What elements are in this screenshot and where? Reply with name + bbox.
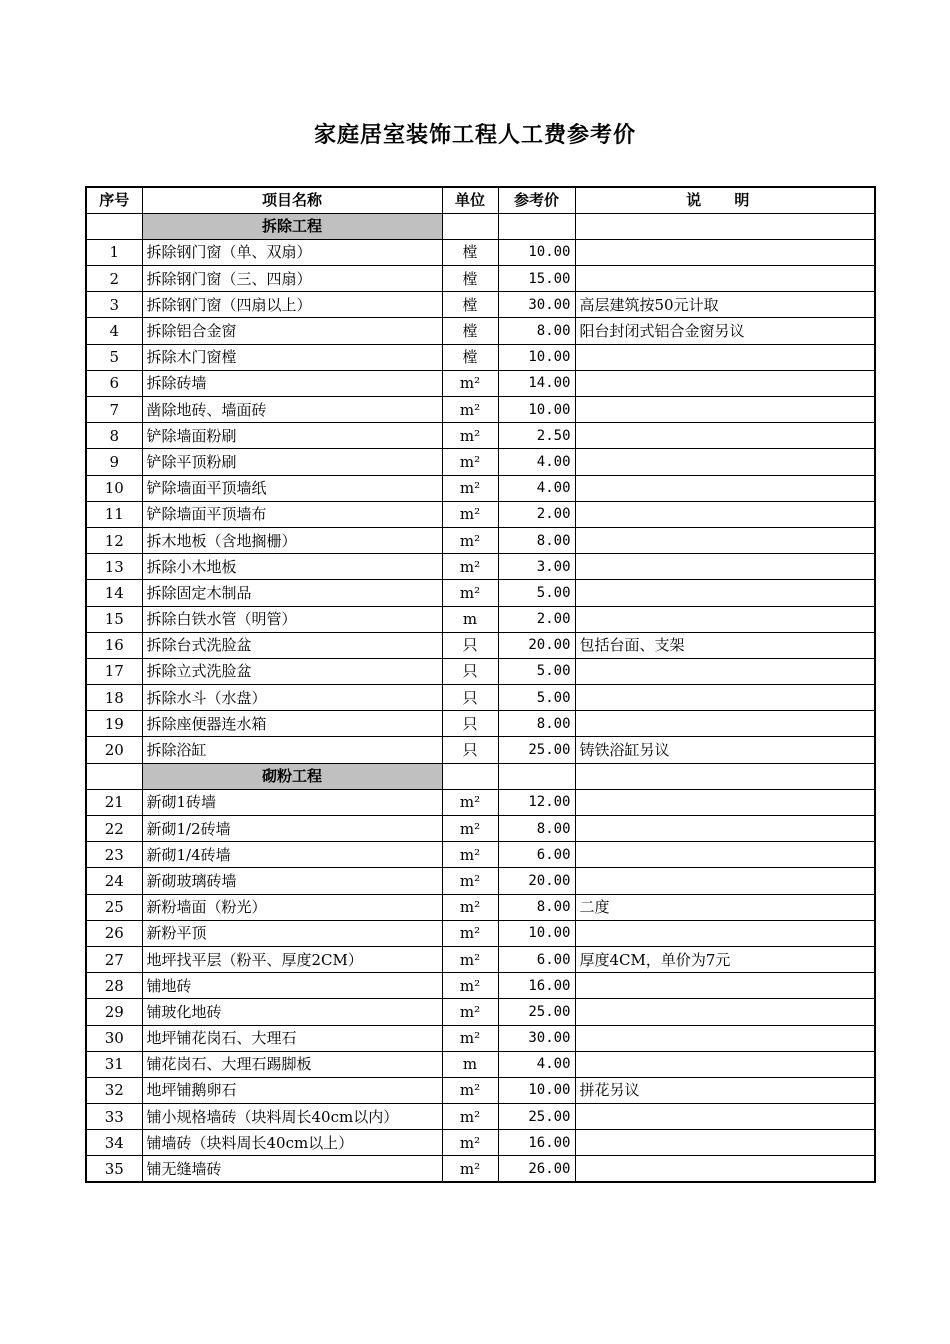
item-name: 拆除钢门窗（三、四扇） bbox=[142, 266, 442, 292]
table-row bbox=[86, 711, 875, 737]
item-price: 6.00 bbox=[498, 946, 575, 972]
item-note bbox=[575, 370, 875, 396]
table-row bbox=[86, 318, 875, 344]
item-price: 30.00 bbox=[498, 1025, 575, 1051]
row-number: 3 bbox=[86, 292, 142, 318]
item-name: 铲除墙面平顶墙纸 bbox=[142, 475, 442, 501]
item-unit: 樘 bbox=[442, 266, 498, 292]
item-unit: 只 bbox=[442, 685, 498, 711]
item-name: 新砌1/4砖墙 bbox=[142, 842, 442, 868]
row-number: 33 bbox=[86, 1104, 142, 1130]
item-note bbox=[575, 475, 875, 501]
item-unit: 只 bbox=[442, 711, 498, 737]
item-unit: m² bbox=[442, 789, 498, 815]
row-number: 30 bbox=[86, 1025, 142, 1051]
table-row bbox=[86, 1025, 875, 1051]
item-unit: m² bbox=[442, 449, 498, 475]
section-note-cell bbox=[575, 213, 875, 239]
row-number: 28 bbox=[86, 973, 142, 999]
table-row bbox=[86, 1051, 875, 1077]
row-number: 13 bbox=[86, 554, 142, 580]
item-name: 新粉墙面（粉光） bbox=[142, 894, 442, 920]
item-note bbox=[575, 1051, 875, 1077]
table-row bbox=[86, 475, 875, 501]
item-note bbox=[575, 842, 875, 868]
row-number: 11 bbox=[86, 501, 142, 527]
item-note bbox=[575, 554, 875, 580]
item-price: 26.00 bbox=[498, 1156, 575, 1182]
item-unit: m bbox=[442, 606, 498, 632]
item-name: 铲除平顶粉刷 bbox=[142, 449, 442, 475]
item-name: 拆除水斗（水盘） bbox=[142, 685, 442, 711]
table-row bbox=[86, 292, 875, 318]
item-price: 15.00 bbox=[498, 266, 575, 292]
item-price: 5.00 bbox=[498, 658, 575, 684]
item-name: 拆除立式洗脸盆 bbox=[142, 658, 442, 684]
row-number: 7 bbox=[86, 397, 142, 423]
item-price: 2.00 bbox=[498, 501, 575, 527]
table-row bbox=[86, 789, 875, 815]
table-row bbox=[86, 658, 875, 684]
item-note: 厚度4CM，单价为7元 bbox=[575, 946, 875, 972]
header-price: 参考价 bbox=[498, 187, 575, 213]
item-name: 铺地砖 bbox=[142, 973, 442, 999]
item-name: 铺无缝墙砖 bbox=[142, 1156, 442, 1182]
row-number: 22 bbox=[86, 816, 142, 842]
item-name: 铲除墙面平顶墙布 bbox=[142, 501, 442, 527]
table-row bbox=[86, 554, 875, 580]
item-name: 凿除地砖、墙面砖 bbox=[142, 397, 442, 423]
item-price: 10.00 bbox=[498, 344, 575, 370]
item-unit: m² bbox=[442, 894, 498, 920]
table-row bbox=[86, 423, 875, 449]
item-unit: m² bbox=[442, 842, 498, 868]
item-price: 4.00 bbox=[498, 1051, 575, 1077]
table-row bbox=[86, 816, 875, 842]
table-row bbox=[86, 737, 875, 763]
row-number: 27 bbox=[86, 946, 142, 972]
item-note: 铸铁浴缸另议 bbox=[575, 737, 875, 763]
item-price: 10.00 bbox=[498, 920, 575, 946]
item-note bbox=[575, 973, 875, 999]
item-name: 拆木地板（含地搁栅） bbox=[142, 527, 442, 553]
table-row bbox=[86, 973, 875, 999]
item-price: 6.00 bbox=[498, 842, 575, 868]
item-price: 16.00 bbox=[498, 973, 575, 999]
item-price: 10.00 bbox=[498, 1077, 575, 1103]
header-unit: 单位 bbox=[442, 187, 498, 213]
table-header bbox=[86, 187, 875, 213]
item-unit: 樘 bbox=[442, 318, 498, 344]
item-name: 新粉平顶 bbox=[142, 920, 442, 946]
table-row bbox=[86, 842, 875, 868]
item-note bbox=[575, 816, 875, 842]
item-unit: m² bbox=[442, 973, 498, 999]
item-name: 新砌1/2砖墙 bbox=[142, 816, 442, 842]
item-price: 5.00 bbox=[498, 580, 575, 606]
row-number: 31 bbox=[86, 1051, 142, 1077]
row-number: 8 bbox=[86, 423, 142, 449]
item-note bbox=[575, 423, 875, 449]
item-name: 地坪铺花岗石、大理石 bbox=[142, 1025, 442, 1051]
item-note bbox=[575, 580, 875, 606]
item-name: 铺墙砖（块料周长40cm以上） bbox=[142, 1130, 442, 1156]
row-number: 25 bbox=[86, 894, 142, 920]
row-number: 1 bbox=[86, 239, 142, 265]
row-number: 6 bbox=[86, 370, 142, 396]
section-note-cell bbox=[575, 763, 875, 789]
table-row bbox=[86, 344, 875, 370]
section-price-cell bbox=[498, 213, 575, 239]
header-note: 说 明 bbox=[575, 187, 875, 213]
item-name: 拆除台式洗脸盆 bbox=[142, 632, 442, 658]
row-number: 26 bbox=[86, 920, 142, 946]
section-no-cell bbox=[86, 763, 142, 789]
item-price: 25.00 bbox=[498, 1104, 575, 1130]
item-name: 拆除铝合金窗 bbox=[142, 318, 442, 344]
item-note bbox=[575, 501, 875, 527]
row-number: 18 bbox=[86, 685, 142, 711]
row-number: 4 bbox=[86, 318, 142, 344]
item-unit: 只 bbox=[442, 632, 498, 658]
item-price: 10.00 bbox=[498, 239, 575, 265]
item-note bbox=[575, 789, 875, 815]
item-unit: m² bbox=[442, 1104, 498, 1130]
item-unit: m² bbox=[442, 527, 498, 553]
item-unit: m² bbox=[442, 816, 498, 842]
item-unit: m bbox=[442, 1051, 498, 1077]
item-price: 30.00 bbox=[498, 292, 575, 318]
row-number: 21 bbox=[86, 789, 142, 815]
item-price: 8.00 bbox=[498, 527, 575, 553]
item-note bbox=[575, 920, 875, 946]
row-number: 23 bbox=[86, 842, 142, 868]
item-name: 拆除砖墙 bbox=[142, 370, 442, 396]
item-name: 铺小规格墙砖（块料周长40cm以内） bbox=[142, 1104, 442, 1130]
item-unit: m² bbox=[442, 1025, 498, 1051]
item-unit: m² bbox=[442, 423, 498, 449]
item-note bbox=[575, 1130, 875, 1156]
row-number: 2 bbox=[86, 266, 142, 292]
item-price: 2.00 bbox=[498, 606, 575, 632]
item-name: 拆除白铁水管（明管） bbox=[142, 606, 442, 632]
table-row bbox=[86, 1156, 875, 1182]
item-unit: m² bbox=[442, 920, 498, 946]
item-note bbox=[575, 999, 875, 1025]
item-price: 10.00 bbox=[498, 397, 575, 423]
table-row bbox=[86, 580, 875, 606]
item-name: 铺花岗石、大理石踢脚板 bbox=[142, 1051, 442, 1077]
item-unit: m² bbox=[442, 370, 498, 396]
item-name: 拆除钢门窗（四扇以上） bbox=[142, 292, 442, 318]
section-no-cell bbox=[86, 213, 142, 239]
item-unit: 只 bbox=[442, 737, 498, 763]
item-unit: 只 bbox=[442, 658, 498, 684]
item-name: 拆除小木地板 bbox=[142, 554, 442, 580]
item-note: 包括台面、支架 bbox=[575, 632, 875, 658]
row-number: 24 bbox=[86, 868, 142, 894]
item-unit: m² bbox=[442, 1156, 498, 1182]
row-number: 20 bbox=[86, 737, 142, 763]
item-price: 5.00 bbox=[498, 685, 575, 711]
item-note bbox=[575, 527, 875, 553]
item-unit: m² bbox=[442, 397, 498, 423]
row-number: 15 bbox=[86, 606, 142, 632]
table-row bbox=[86, 527, 875, 553]
section-title: 拆除工程 bbox=[142, 213, 442, 239]
item-note bbox=[575, 344, 875, 370]
table-row bbox=[86, 868, 875, 894]
header-name: 项目名称 bbox=[142, 187, 442, 213]
item-price: 8.00 bbox=[498, 318, 575, 344]
price-table bbox=[85, 186, 876, 1183]
row-number: 17 bbox=[86, 658, 142, 684]
item-note bbox=[575, 239, 875, 265]
section-price-cell bbox=[498, 763, 575, 789]
item-note bbox=[575, 266, 875, 292]
table-row bbox=[86, 894, 875, 920]
item-price: 4.00 bbox=[498, 475, 575, 501]
item-unit: m² bbox=[442, 580, 498, 606]
row-number: 14 bbox=[86, 580, 142, 606]
item-price: 3.00 bbox=[498, 554, 575, 580]
row-number: 10 bbox=[86, 475, 142, 501]
item-name: 拆除浴缸 bbox=[142, 737, 442, 763]
item-note bbox=[575, 1104, 875, 1130]
row-number: 12 bbox=[86, 527, 142, 553]
item-name: 地坪找平层（粉平、厚度2CM） bbox=[142, 946, 442, 972]
table-row bbox=[86, 632, 875, 658]
item-name: 铺玻化地砖 bbox=[142, 999, 442, 1025]
item-note bbox=[575, 606, 875, 632]
item-name: 拆除木门窗樘 bbox=[142, 344, 442, 370]
item-price: 25.00 bbox=[498, 999, 575, 1025]
item-unit: m² bbox=[442, 1077, 498, 1103]
row-number: 9 bbox=[86, 449, 142, 475]
table-row bbox=[86, 685, 875, 711]
item-price: 14.00 bbox=[498, 370, 575, 396]
item-price: 16.00 bbox=[498, 1130, 575, 1156]
item-price: 2.50 bbox=[498, 423, 575, 449]
table-row bbox=[86, 370, 875, 396]
header-no: 序号 bbox=[86, 187, 142, 213]
table-row bbox=[86, 1130, 875, 1156]
item-unit: 樘 bbox=[442, 292, 498, 318]
table-row bbox=[86, 397, 875, 423]
section-row bbox=[86, 213, 875, 239]
section-row bbox=[86, 763, 875, 789]
item-price: 12.00 bbox=[498, 789, 575, 815]
item-note: 拼花另议 bbox=[575, 1077, 875, 1103]
item-price: 20.00 bbox=[498, 632, 575, 658]
item-note bbox=[575, 658, 875, 684]
row-number: 34 bbox=[86, 1130, 142, 1156]
table-row bbox=[86, 920, 875, 946]
document-title: 家庭居室装饰工程人工费参考价 bbox=[313, 122, 636, 148]
table-row bbox=[86, 606, 875, 632]
item-name: 新砌1砖墙 bbox=[142, 789, 442, 815]
table-row bbox=[86, 266, 875, 292]
header-row bbox=[86, 187, 875, 213]
table-row bbox=[86, 501, 875, 527]
item-unit: 樘 bbox=[442, 239, 498, 265]
item-name: 地坪铺鹅卵石 bbox=[142, 1077, 442, 1103]
table-row bbox=[86, 1104, 875, 1130]
item-unit: m² bbox=[442, 554, 498, 580]
item-unit: 樘 bbox=[442, 344, 498, 370]
item-name: 拆除座便器连水箱 bbox=[142, 711, 442, 737]
item-note: 二度 bbox=[575, 894, 875, 920]
item-note bbox=[575, 868, 875, 894]
item-unit: m² bbox=[442, 1130, 498, 1156]
row-number: 29 bbox=[86, 999, 142, 1025]
table-row bbox=[86, 1077, 875, 1103]
item-note bbox=[575, 1156, 875, 1182]
table-row bbox=[86, 449, 875, 475]
section-unit-cell bbox=[442, 763, 498, 789]
table-row bbox=[86, 239, 875, 265]
table-row bbox=[86, 946, 875, 972]
item-price: 20.00 bbox=[498, 868, 575, 894]
item-name: 拆除钢门窗（单、双扇） bbox=[142, 239, 442, 265]
item-unit: m² bbox=[442, 946, 498, 972]
row-number: 5 bbox=[86, 344, 142, 370]
item-name: 拆除固定木制品 bbox=[142, 580, 442, 606]
row-number: 35 bbox=[86, 1156, 142, 1182]
item-note bbox=[575, 397, 875, 423]
item-name: 新砌玻璃砖墙 bbox=[142, 868, 442, 894]
row-number: 32 bbox=[86, 1077, 142, 1103]
section-title: 砌粉工程 bbox=[142, 763, 442, 789]
item-unit: m² bbox=[442, 999, 498, 1025]
item-note: 高层建筑按50元计取 bbox=[575, 292, 875, 318]
item-unit: m² bbox=[442, 475, 498, 501]
item-note bbox=[575, 711, 875, 737]
section-unit-cell bbox=[442, 213, 498, 239]
item-unit: m² bbox=[442, 868, 498, 894]
item-price: 8.00 bbox=[498, 711, 575, 737]
table-row bbox=[86, 999, 875, 1025]
row-number: 19 bbox=[86, 711, 142, 737]
item-note bbox=[575, 1025, 875, 1051]
item-unit: m² bbox=[442, 501, 498, 527]
item-note bbox=[575, 685, 875, 711]
item-price: 4.00 bbox=[498, 449, 575, 475]
item-note: 阳台封闭式铝合金窗另议 bbox=[575, 318, 875, 344]
item-price: 8.00 bbox=[498, 894, 575, 920]
item-note bbox=[575, 449, 875, 475]
table-body bbox=[86, 213, 875, 1182]
item-price: 8.00 bbox=[498, 816, 575, 842]
item-price: 25.00 bbox=[498, 737, 575, 763]
item-name: 铲除墙面粉刷 bbox=[142, 423, 442, 449]
row-number: 16 bbox=[86, 632, 142, 658]
